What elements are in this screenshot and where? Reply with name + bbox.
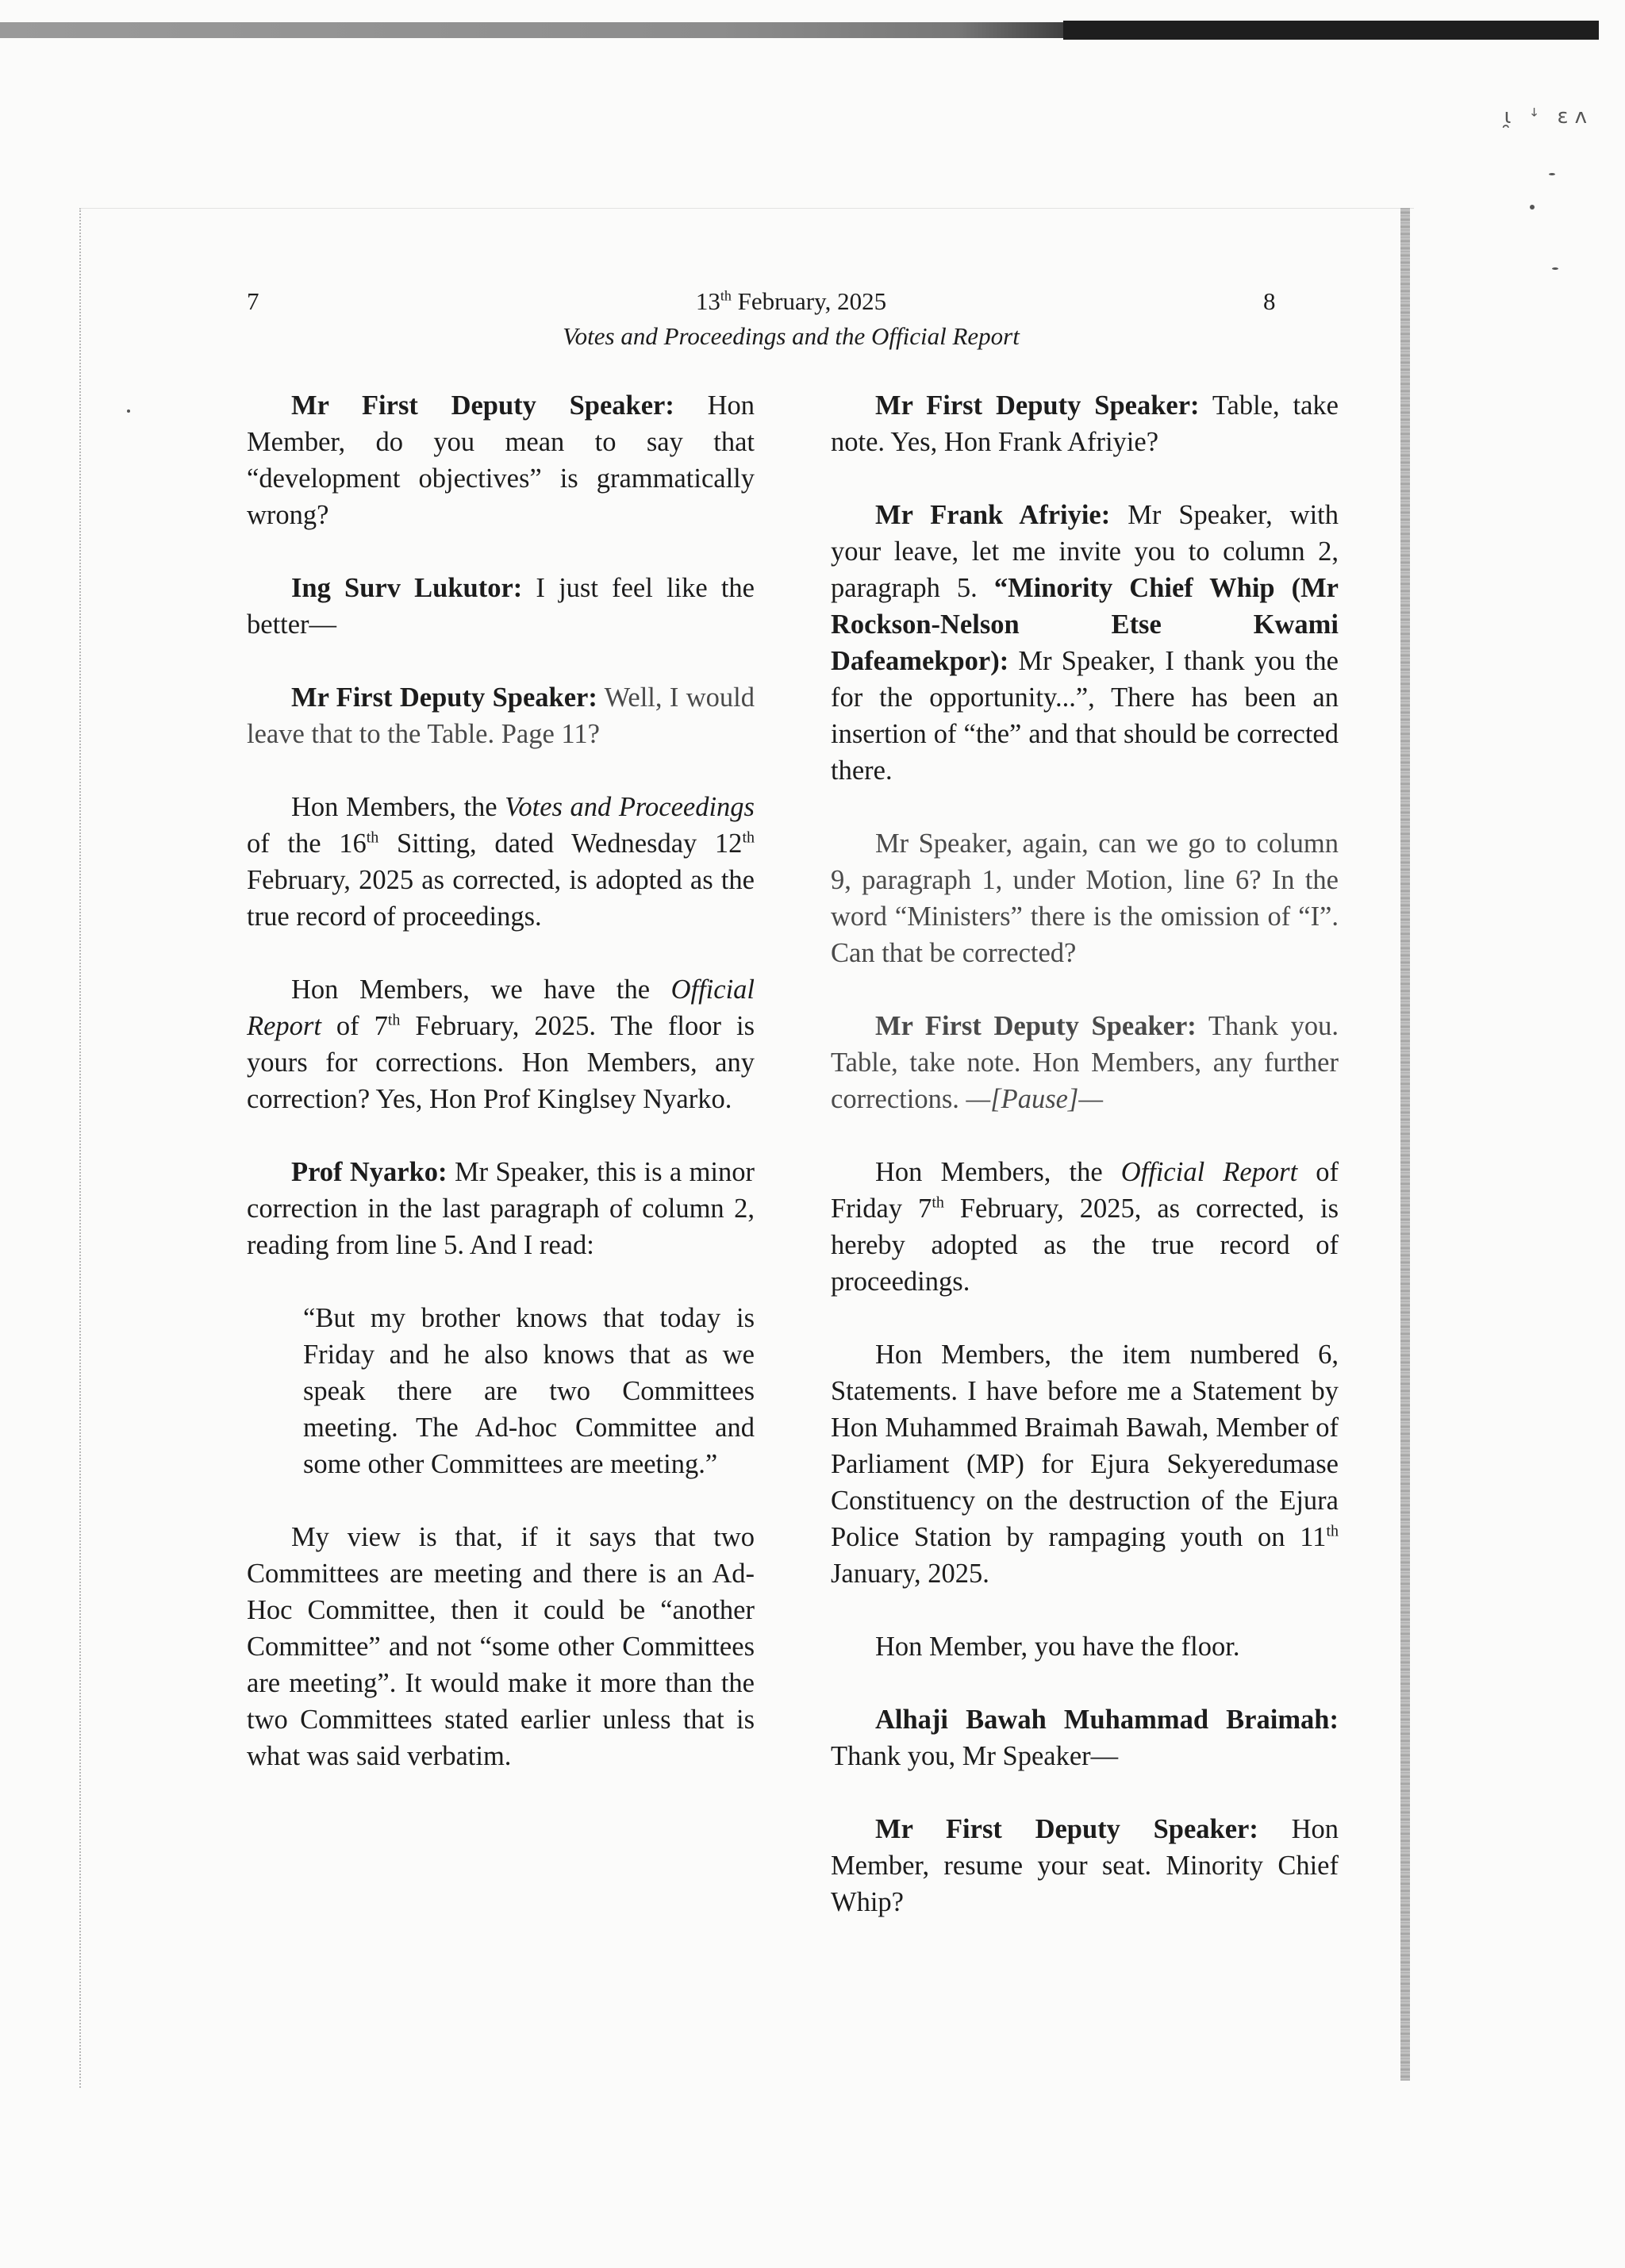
speaker-name: Mr Frank Afriyie: — [875, 500, 1111, 530]
paragraph: Mr Speaker, again, can we go to column 9, paragraph 1, under Motion, line 6? In the word “Ministers” there is the omission of “I”. Can that be corrected? — [831, 828, 1339, 968]
speaker-name: Mr First Deputy Speaker: — [875, 1011, 1197, 1041]
scan-speck — [1549, 173, 1555, 175]
right-column — [831, 387, 1339, 1957]
paragraph: Hon Members, the Official Report of Friday 7th February, 2025, as corrected, is hereby adopted as the true record of proceedings. — [831, 1157, 1339, 1297]
paragraph: Mr First Deputy Speaker: Hon Member, resume your seat. Minority Chief Whip? — [831, 1814, 1339, 1917]
block-quote: “But my brother knows that today is Friday and he also knows that as we speak there are two Committees meeting. The Ad-hoc Committee and some other Committees are meeting.” — [303, 1303, 755, 1479]
paragraph: Mr Frank Afriyie: Mr Speaker, with your leave, let me invite you to column 2, paragraph 5. “Minority Chief Whip (Mr Rockson-Nelson Etse Kwami Dafeamekpor): Mr Speaker, I thank you the for the opportunity...”, There has been an insertion of “the” and that should be corrected there. — [831, 500, 1339, 786]
paragraph: Mr First Deputy Speaker: Thank you. Table, take note. Hon Members, any further corrections. —[Pause]— — [831, 1011, 1339, 1114]
page-number-right: 8 — [1263, 287, 1276, 315]
quoted-speaker: “Minority Chief Whip (Mr Rockson-Nelson Etse Kwami Dafeamekpor): — [831, 573, 1339, 676]
speaker-name: Ing Surv Lukutor: — [291, 573, 523, 603]
paragraph: Ing Surv Lukutor: I just feel like the better— — [247, 573, 755, 640]
header-date: 13th February, 2025 — [695, 287, 887, 315]
page-number-left: 7 — [247, 287, 259, 315]
scan-speck — [1530, 205, 1535, 210]
speaker-name: Mr First Deputy Speaker: — [875, 390, 1200, 421]
paragraph: Prof Nyarko: Mr Speaker, this is a minor correction in the last paragraph of column 2, reading from line 5. And I read: — [247, 1157, 755, 1260]
left-column — [247, 387, 755, 1811]
speaker-name: Mr First Deputy Speaker: — [875, 1814, 1258, 1844]
speaker-name: Alhaji Bawah Muhammad Braimah: — [875, 1705, 1339, 1735]
paragraph: Mr First Deputy Speaker: Hon Member, do you mean to say that “development objectives” is grammatically wrong? — [247, 390, 755, 530]
scan-speck — [1552, 267, 1558, 270]
header-publication-title: Votes and Proceedings and the Official Report — [563, 322, 1020, 350]
speaker-name: Mr First Deputy Speaker: — [291, 682, 597, 713]
paragraph: Mr First Deputy Speaker: Well, I would leave that to the Table. Page 11? — [247, 682, 755, 749]
paragraph: Hon Members, the item numbered 6, Statements. I have before me a Statement by Hon Muhammed Braimah Bawah, Member of Parliament (MP) for Ejura Sekyeredumase Constituency on the destruction of the Ejura Police Station by rampaging youth on 11th January, 2025. — [831, 1340, 1339, 1589]
speaker-name: Mr First Deputy Speaker: — [291, 390, 674, 421]
margin-handwriting: ι̯ ꜜ ɛʌ — [1504, 105, 1593, 129]
paragraph: Hon Members, we have the Official Report of 7th February, 2025. The floor is yours for corrections. Hon Members, any correction? Yes, Hon Prof Kinglsey Nyarko. — [247, 974, 755, 1114]
paragraph: My view is that, if it says that two Committees are meeting and there is an Ad-Hoc Committee, then it could be “another Committee” and not “some other Committees are meeting”. It would make it more than the two Committees stated earlier unless that is what was said verbatim. — [247, 1522, 755, 1771]
paragraph: Hon Member, you have the floor. — [875, 1632, 1240, 1662]
speaker-name: Prof Nyarko: — [291, 1157, 448, 1187]
paragraph: Hon Members, the Votes and Proceedings of the 16th Sitting, dated Wednesday 12th February, 2025 as corrected, is adopted as the true record of proceedings. — [247, 792, 755, 932]
paragraph: Mr First Deputy Speaker: Table, take note. Yes, Hon Frank Afriyie? — [831, 390, 1339, 457]
paragraph: Alhaji Bawah Muhammad Braimah: Thank you, Mr Speaker— — [831, 1705, 1339, 1771]
binding-edge — [1400, 208, 1410, 2081]
scan-edge-dark — [1063, 21, 1599, 40]
